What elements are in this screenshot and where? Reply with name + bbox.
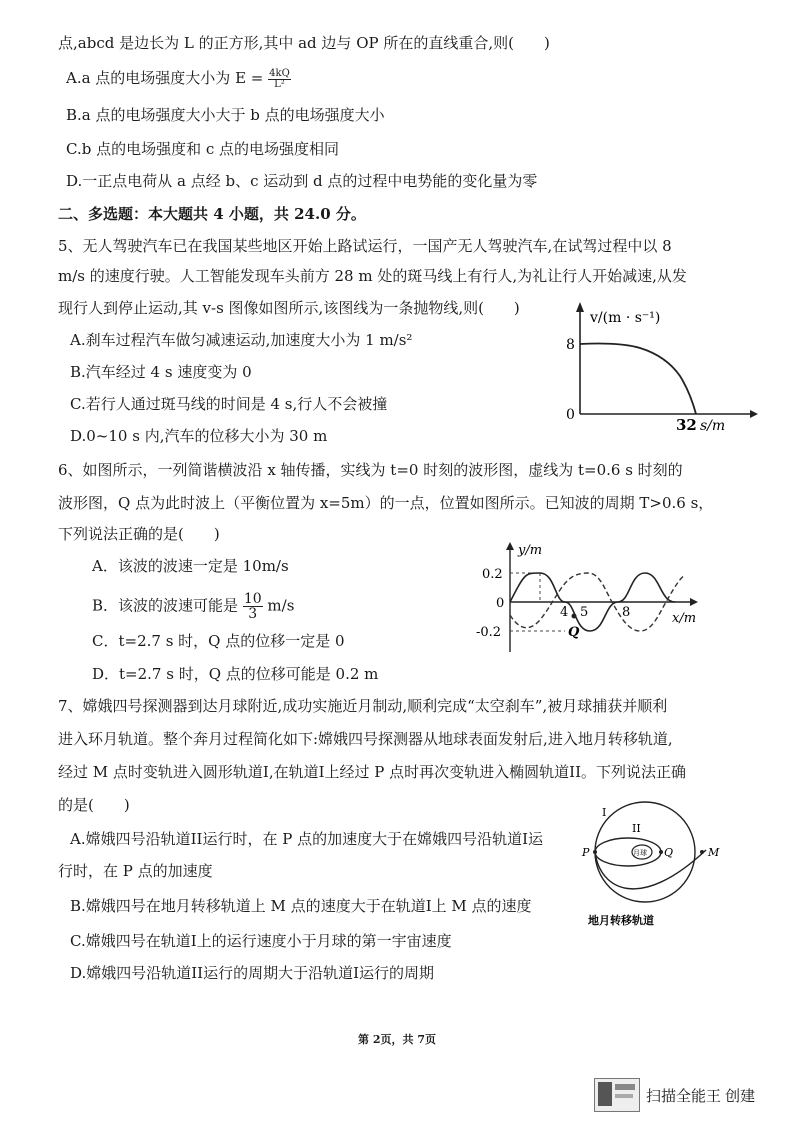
q5-option-b: B.汽车经过 4 s 速度变为 0	[70, 363, 252, 381]
q7-option-c: C.嫦娥四号在轨道I上的运行速度小于月球的第一宇宙速度	[70, 932, 452, 950]
x-axis-label: x/m	[672, 611, 697, 626]
q6-option-c: C．t=2.7 s 时，Q 点的位移一定是 0	[92, 632, 345, 650]
origin-label: 0	[566, 407, 575, 423]
x-axis-arrow	[690, 598, 698, 606]
v-s-curve	[580, 344, 696, 415]
x-axis-arrow	[750, 410, 758, 418]
q7-stem-line2: 进入环月轨道。整个奔月过程简化如下:嫦娥四号探测器从地球表面发射后,进入地月转移轨道,	[58, 730, 673, 748]
point-q-marker	[572, 614, 577, 619]
q5-option-a: A.刹车过程汽车做匀减速运动,加速度大小为 1 m/s²	[70, 331, 413, 349]
q6-option-a: A．该波的波速一定是 10m/s	[92, 557, 289, 575]
fraction-numerator: 10	[243, 591, 262, 607]
point-q-label: Q	[568, 625, 580, 640]
q6-stem-line1: 6、如图所示，一列简谐横波沿 x 轴传播，实线为 t=0 时刻的波形图，虚线为 t=0.6 s 时刻的	[58, 461, 683, 479]
point-p-label: P	[582, 846, 590, 859]
q7-stem-line4: 的是( )	[58, 796, 130, 814]
q6-option-d: D．t=2.7 s 时，Q 点的位移可能是 0.2 m	[92, 665, 379, 683]
q7-stem-line1: 7、嫦娥四号探测器到达月球附近,成功实施近月制动,顺利完成“太空刹车”,被月球捕获并顺利	[58, 697, 668, 715]
y-tick-8: 8	[566, 337, 575, 353]
section-heading: 二、多选题：本大题共 4 小题，共 24.0 分。	[58, 205, 366, 223]
q7-option-a-line1: A.嫦娥四号沿轨道II运行时，在 P 点的加速度大于在嫦娥四号沿轨道I运	[70, 830, 544, 848]
q4-option-a-fraction	[268, 69, 291, 90]
q6-stem-line2: 波形图，Q 点为此时波上（平衡位置为 x=5m）的一点，位置如图所示。已知波的周期 T>0.6 s，	[58, 494, 714, 512]
x-tick-5: 5	[580, 605, 589, 620]
q6-option-b	[92, 592, 294, 621]
y-tick-top: 0.2	[482, 567, 503, 582]
q4-option-b: B.a 点的电场强度大小大于 b 点的电场强度大小	[66, 106, 385, 124]
fraction-denominator: 3	[248, 606, 258, 622]
y-axis-label: v/(m · s⁻¹)	[590, 310, 661, 326]
transfer-orbit-caption: 地月转移轨道	[588, 914, 654, 927]
q4-option-a	[66, 68, 291, 90]
orbit-ii-label: II	[632, 822, 641, 835]
y-axis-arrow	[576, 302, 584, 312]
q6-option-b-unit: m/s	[267, 596, 295, 615]
q4-option-c: C.b 点的电场强度和 c 点的电场强度相同	[66, 140, 340, 158]
q5-vs-graph	[560, 296, 760, 436]
x-axis-unit: s/m	[700, 418, 726, 434]
y-axis-arrow	[506, 542, 514, 550]
q7-option-b: B.嫦娥四号在地月转移轨道上 M 点的速度大于在轨道I上 M 点的速度	[70, 897, 532, 915]
scanner-logo-icon	[594, 1078, 640, 1112]
q5-stem-line2: m/s 的速度行驶。人工智能发现车头前方 28 m 处的斑马线上有行人,为礼让行人开始减速,从发	[58, 267, 687, 285]
y-axis-label: y/m	[518, 543, 543, 558]
q6-option-b-fraction	[243, 592, 263, 621]
scanner-brand-text: 扫描全能王 创建	[646, 1087, 756, 1105]
q7-stem-line3: 经过 M 点时变轨进入圆形轨道I,在轨道I上经过 P 点时再次变轨进入椭圆轨道II。下列说法正确	[58, 763, 686, 781]
point-q-marker	[659, 850, 663, 854]
point-q-label: Q	[664, 846, 674, 859]
q4-option-d: D.一正点电荷从 a 点经 b、c 运动到 d 点的过程中电势能的变化量为零	[66, 172, 538, 190]
q7-orbit-diagram	[580, 800, 730, 930]
q6-stem-line3: 下列说法正确的是( )	[58, 525, 220, 543]
q4-option-a-text: A.a 点的电场强度大小为 E =	[66, 69, 264, 87]
q5-option-d: D.0~10 s 内,汽车的位移大小为 30 m	[70, 427, 328, 445]
page-number: 第 2页，共 7页	[358, 1033, 436, 1046]
fraction-numerator: 4kQ	[269, 67, 290, 79]
x-tick-4: 4	[560, 605, 569, 620]
x-tick-32: 32	[676, 416, 697, 434]
q5-stem-line3: 现行人到停止运动,其 v-s 图像如图所示,该图线为一条抛物线,则( )	[58, 299, 520, 317]
orbit-i-label: I	[602, 806, 607, 819]
q6-option-b-text: B．该波的波速可能是	[92, 596, 239, 615]
q5-option-c: C.若行人通过斑马线的时间是 4 s,行人不会被撞	[70, 395, 388, 413]
point-m-marker	[700, 850, 704, 854]
moon-label: 月球	[633, 849, 647, 857]
fraction-denominator: L²	[274, 78, 285, 90]
q4-stem: 点,abcd 是边长为 L 的正方形,其中 ad 边与 OP 所在的直线重合,则( )	[58, 34, 550, 52]
scanner-watermark	[594, 1078, 755, 1112]
y-tick-zero: 0	[496, 596, 505, 611]
x-tick-8: 8	[622, 605, 631, 620]
point-p-marker	[593, 850, 597, 854]
q7-option-a-line2: 行时，在 P 点的加速度	[58, 862, 213, 880]
y-tick-bottom: -0.2	[476, 625, 502, 640]
q5-stem-line1: 5、无人驾驶汽车已在我国某些地区开始上路试运行，一国产无人驾驶汽车,在试驾过程中以 8	[58, 237, 672, 255]
point-m-label: M	[708, 846, 720, 859]
q7-option-d: D.嫦娥四号沿轨道II运行的周期大于沿轨道I运行的周期	[70, 964, 435, 982]
q6-wave-graph	[470, 540, 710, 660]
